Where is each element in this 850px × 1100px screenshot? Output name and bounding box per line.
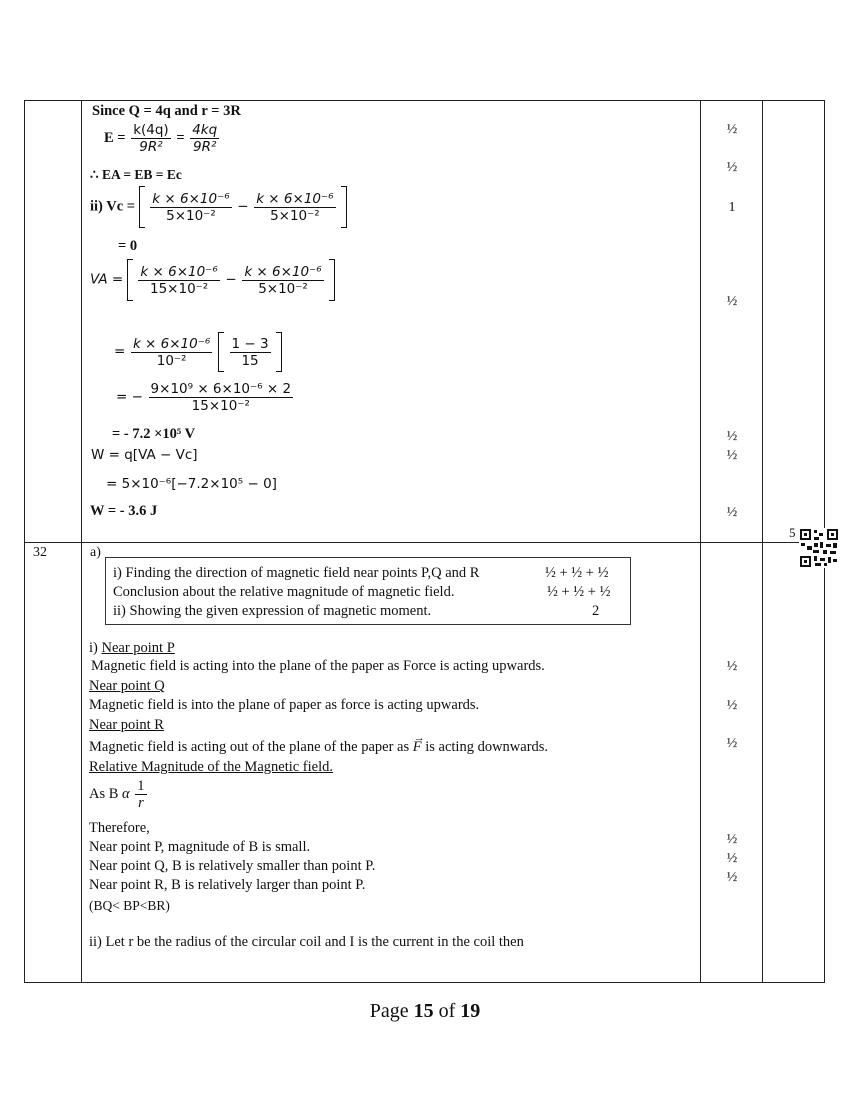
near-p-heading: i) Near point P: [89, 640, 175, 656]
therefore-label: Therefore,: [89, 820, 150, 836]
mark: ½: [726, 122, 738, 137]
va-numeric: = − $\frac{\text{9×10⁹ × 6×10⁻⁶ × 2}}{\text{15×10⁻²}}$: [116, 381, 292, 414]
part-label: a): [90, 545, 101, 560]
mark: ½: [726, 160, 738, 175]
work-result: W = - 3.6 J: [90, 503, 158, 519]
criteria-line-2: Conclusion about the relative magnitude of magnetic field.: [113, 584, 455, 600]
va-formula: VA = $\frac{\text{k × 6×10⁻⁶}}{\text{15×10⁻²}}$ − $\frac{\text{k × 6×10⁻⁶}}{\text{5×10⁻²}}$: [90, 259, 335, 301]
vc-formula: ii) Vc = $\frac{\text{k × 6×10⁻⁶}}{\text{5×10⁻²}}$ − $\frac{\text{k × 6×10⁻⁶}}{\text{5×10⁻²}}$: [90, 186, 347, 228]
field-order: (BQ< BP<BR): [89, 898, 170, 913]
proportionality: As B α $\frac{1}{r}$: [89, 778, 145, 811]
mark: ½: [726, 736, 738, 751]
criteria-line-3: ii) Showing the given expression of magnetic moment.: [113, 603, 432, 619]
mark: 1: [728, 200, 736, 215]
criteria-marks-1: ½ + ½ + ½: [545, 565, 609, 581]
point-r-conclusion: Near point R, B is relatively larger than point P.: [89, 877, 366, 893]
va-simplified: = $\frac{\text{k × 6×10⁻⁶}}{\text{10⁻²}}$ $\frac{1 - 3}{15}$: [114, 332, 282, 372]
near-q-heading: Near point Q: [89, 678, 165, 694]
va-result: = - 7.2 ×10⁵ V: [112, 426, 196, 442]
part-ii-intro: ii) Let r be the radius of the circular coil and I is the current in the coil then: [89, 934, 524, 950]
criteria-marks-3: 2: [592, 603, 600, 619]
mark: ½: [726, 698, 738, 713]
mark: ½: [726, 870, 738, 885]
question-number: 32: [33, 545, 47, 560]
qr-code-icon: [799, 528, 839, 568]
given-values: Since Q = 4q and r = 3R: [92, 103, 241, 119]
mark: ½: [726, 429, 738, 444]
near-p-text: Magnetic field is acting into the plane of the paper as Force is acting upwards.: [91, 658, 545, 674]
vc-zero: = 0: [118, 238, 138, 254]
mark: ½: [726, 659, 738, 674]
mark: ½: [726, 505, 738, 520]
near-r-text: Magnetic field is acting out of the plane of the paper as → F is acting downwards.: [89, 732, 549, 755]
e-formula: E = $\frac{k(4q)}{\text{9R²}}$ = $\frac{4kq}{\text{9R²}}$: [104, 122, 218, 155]
side-number: 5: [789, 525, 796, 540]
row-divider: [25, 542, 824, 543]
field-equality: ∴ EA = EB = Ec: [90, 167, 182, 182]
point-q-conclusion: Near point Q, B is relatively smaller than point P.: [89, 858, 376, 874]
work-substitution: = 5×10⁻⁶[−7.2×10⁵ − 0]: [106, 476, 277, 492]
page-footer: Page 15 of 19: [369, 1000, 481, 1022]
force-vector-symbol: → F: [412, 732, 425, 755]
near-r-heading: Near point R: [89, 717, 164, 733]
work-formula: W = q[VA − Vc]: [91, 447, 198, 463]
mark: ½: [726, 448, 738, 463]
mark: ½: [726, 294, 738, 309]
criteria-line-1: i) Finding the direction of magnetic field near points P,Q and R: [113, 565, 480, 581]
criteria-marks-2: ½ + ½ + ½: [547, 584, 611, 600]
near-q-text: Magnetic field is into the plane of paper as force is acting upwards.: [89, 697, 480, 713]
point-p-conclusion: Near point P, magnitude of B is small.: [89, 839, 311, 855]
mark: ½: [726, 832, 738, 847]
mark: ½: [726, 851, 738, 866]
relative-magnitude-heading: Relative Magnitude of the Magnetic field.: [89, 759, 334, 775]
